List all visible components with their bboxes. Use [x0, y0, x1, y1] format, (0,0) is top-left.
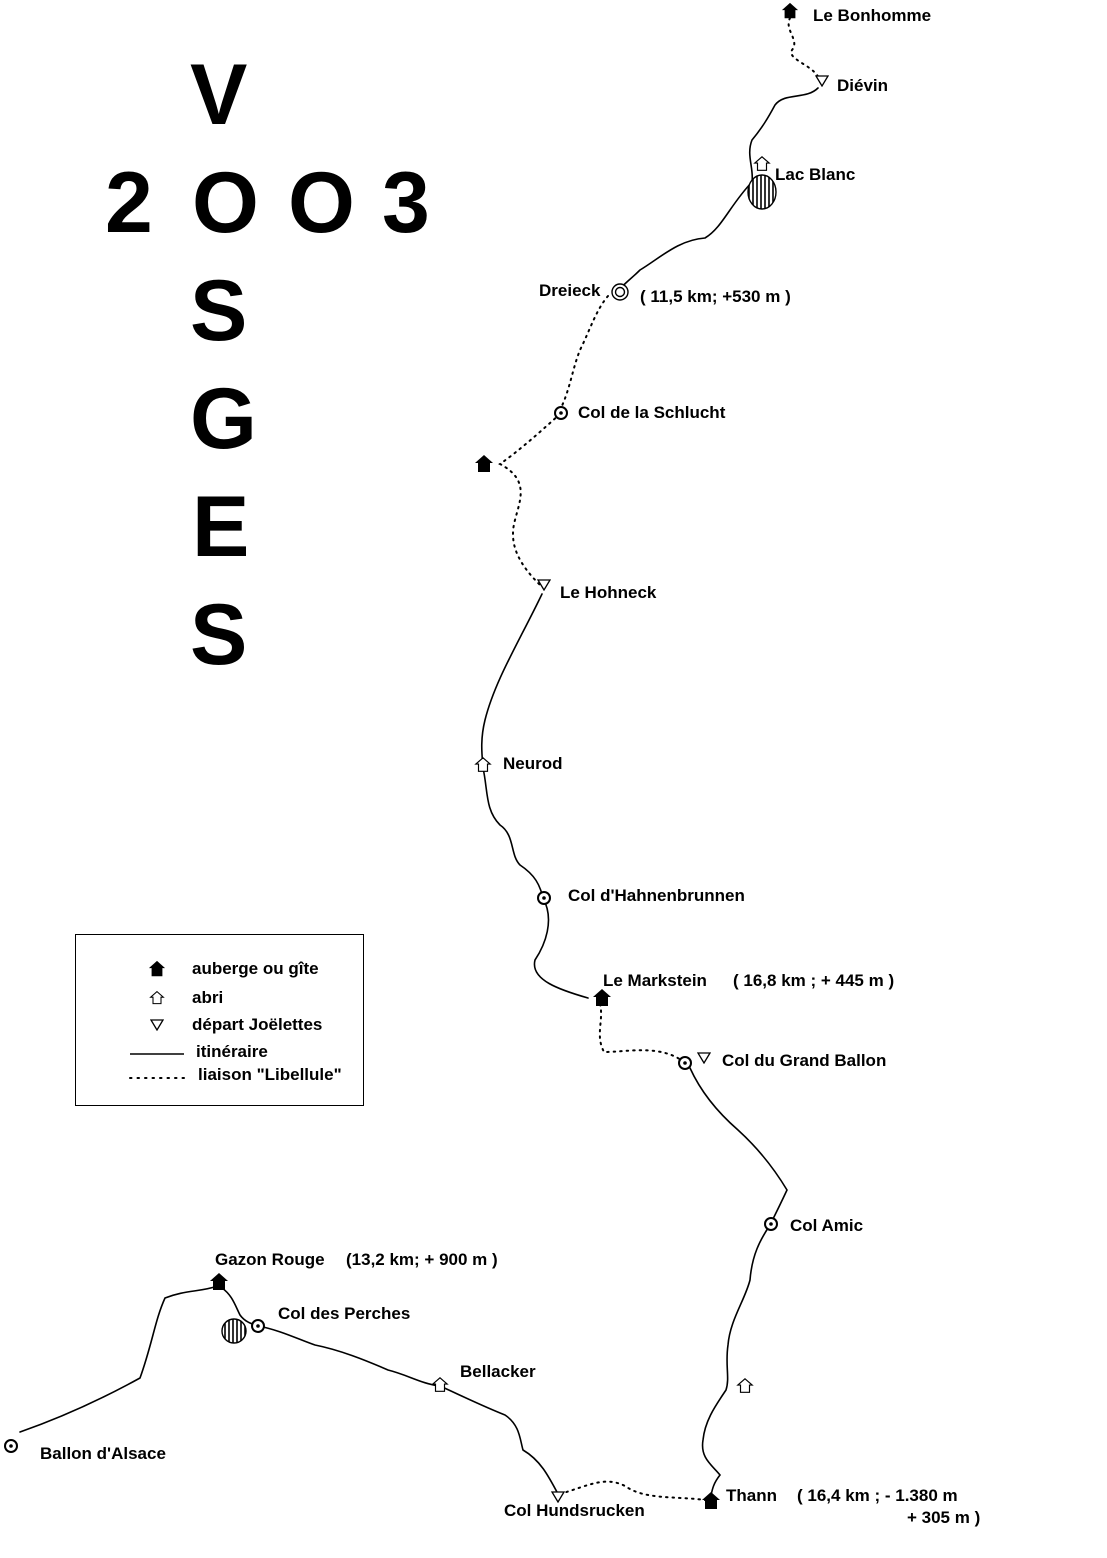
label-le-markstein: Le Markstein [603, 971, 707, 990]
label-le-hohneck: Le Hohneck [560, 583, 657, 602]
down-triangle-icon [131, 1015, 191, 1035]
solid-line-icon [126, 1042, 186, 1062]
label-bellacker: Bellacker [460, 1362, 536, 1381]
label-col-amic: Col Amic [790, 1216, 864, 1235]
liaison-hundsrucken-thann [560, 1482, 705, 1500]
label-col-perches: Col des Perches [278, 1304, 411, 1323]
legend-label-itineraire: itinéraire [196, 1042, 268, 1061]
auberge-icon-schlucht [475, 455, 493, 472]
col-icon-amic [765, 1218, 777, 1230]
title-letter-v: V [190, 47, 248, 143]
label-thann-stats-1: ( 16,4 km ; - 1.380 m [797, 1486, 958, 1505]
depart-icon-dievin [816, 76, 828, 86]
label-le-bonhomme: Le Bonhomme [813, 6, 932, 25]
liaison-schlucht-hohneck [500, 414, 560, 585]
map-legend [75, 934, 364, 1106]
itinerary-ballon-gazon [20, 1286, 218, 1432]
auberge-icon-le-bonhomme [782, 3, 798, 18]
label-thann: Thann [726, 1486, 777, 1505]
title-year-digit-2: 2 [105, 155, 153, 251]
legend-label-auberge: auberge ou gîte [192, 959, 319, 978]
filled-house-icon [131, 959, 191, 979]
label-thann-stats-2: + 305 m ) [907, 1508, 981, 1527]
liaison-bonhomme-dievin [789, 18, 820, 82]
lake-icon-perches [222, 1319, 246, 1343]
col-icon-hahnenbrunnen [538, 892, 550, 904]
col-icon-ballon-alsace [5, 1440, 17, 1452]
label-gazon-rouge-stats: (13,2 km; + 900 m ) [346, 1250, 498, 1269]
label-gazon-rouge: Gazon Rouge [215, 1250, 325, 1269]
dotted-line-icon [126, 1065, 186, 1085]
label-dreieck: Dreieck [539, 281, 601, 300]
abri-icon-lac-blanc [755, 157, 769, 171]
title-letter-e: E [192, 479, 250, 575]
legend-label-abri: abri [192, 988, 224, 1007]
label-col-schlucht: Col de la Schlucht [578, 403, 726, 422]
label-col-hundsrucken: Col Hundsrucken [504, 1501, 645, 1520]
col-icon-perches [252, 1320, 264, 1332]
title-year-digit-3: 3 [382, 155, 430, 251]
depart-icon-grand-ballon [698, 1053, 710, 1063]
label-lac-blanc: Lac Blanc [775, 165, 856, 184]
liaison-markstein-grandballon [600, 1004, 684, 1062]
itinerary-hohneck-markstein [482, 594, 588, 998]
auberge-icon-markstein [593, 989, 611, 1006]
label-col-grand-ballon: Col du Grand Ballon [722, 1051, 887, 1070]
summit-icon-dreieck [612, 284, 628, 300]
title-letter-g: G [190, 371, 257, 467]
col-icon-grand-ballon [679, 1057, 691, 1069]
label-dreieck-stats: ( 11,5 km; +530 m ) [640, 287, 791, 306]
label-neurod: Neurod [503, 754, 563, 773]
label-dievin: Diévin [837, 76, 889, 95]
abri-icon-thann-route [738, 1379, 752, 1393]
abri-icon-neurod [476, 758, 490, 772]
abri-icon-bellacker [433, 1378, 447, 1392]
title-year-letter-o2: O [288, 155, 355, 251]
label-col-hahnenbrunnen: Col d'Hahnenbrunnen [568, 886, 745, 905]
legend-label-depart: départ Joëlettes [192, 1015, 323, 1034]
col-icon-schlucht [555, 407, 567, 419]
label-ballon-alsace: Ballon d'Alsace [40, 1444, 166, 1463]
label-markstein-stats: ( 16,8 km ; + 445 m ) [733, 971, 895, 990]
outline-house-icon [131, 988, 191, 1008]
lake-icon-lac-blanc [748, 175, 776, 209]
title-letter-s2: S [190, 587, 248, 683]
legend-label-liaison: liaison "Libellule" [198, 1065, 342, 1084]
liaison-dreieck-schlucht [560, 296, 608, 410]
itinerary-dievin-dreieck [618, 88, 818, 292]
title-year-letter-o1: O [192, 155, 259, 251]
itinerary-grandballon-thann [690, 1068, 787, 1500]
title-letter-s1: S [190, 263, 248, 359]
